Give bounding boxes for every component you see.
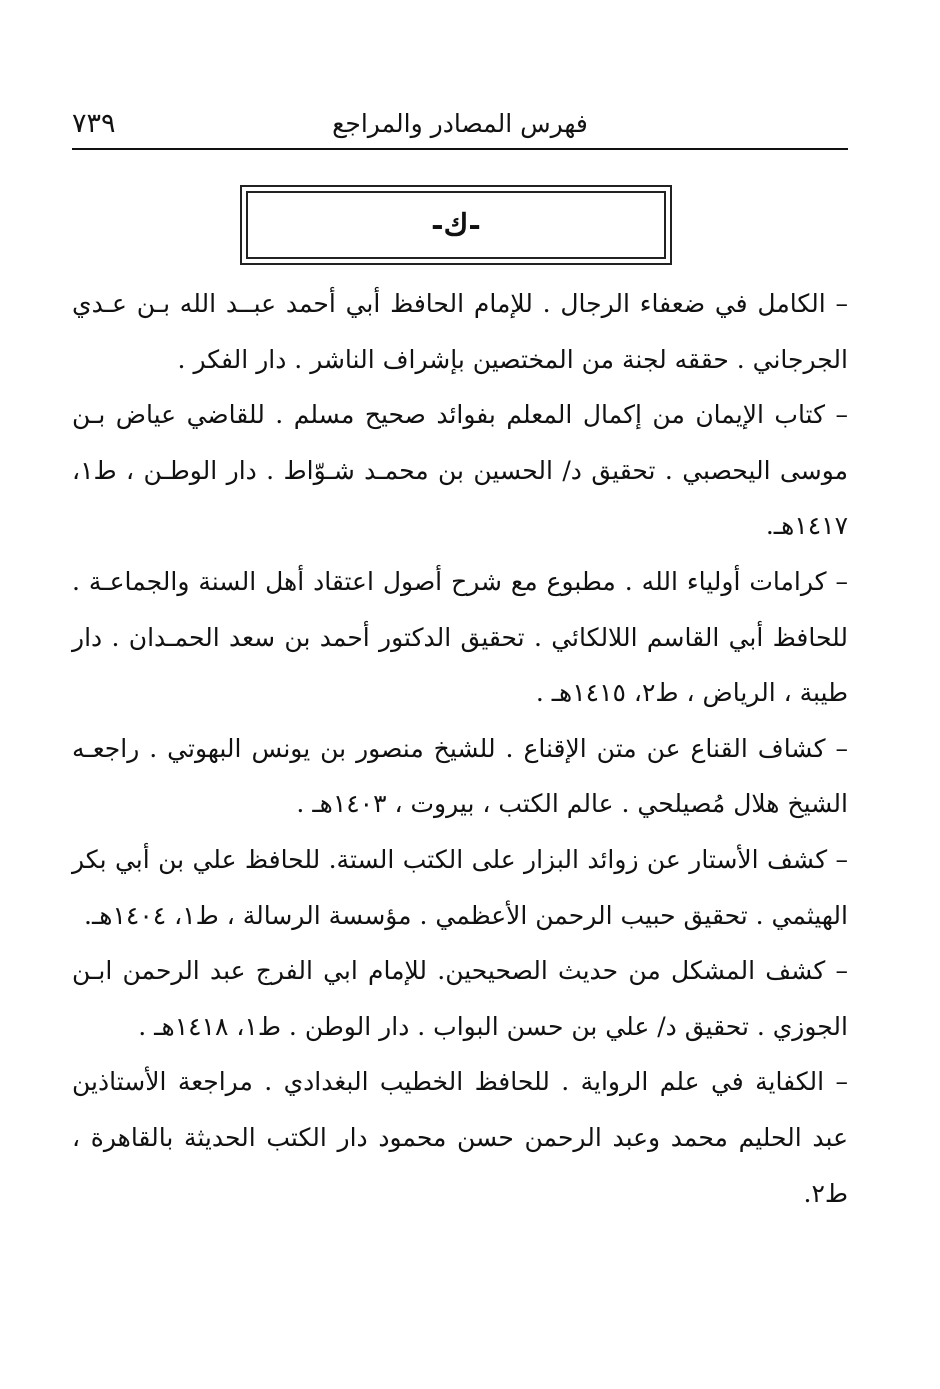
header-rule [72,148,848,150]
bibliography-entry: – كرامات أولياء الله . مطبوع مع شرح أصول اعتقاد أهل السنة والجماعـة . للحافظ أبي القاسم اللالكائي . تحقيق الدكتور أحمد بن سعد الحمـدان . دار طيبة ، الرياض ، ط٢، ١٤١٥هـ . [72,566,848,708]
running-title: فهرس المصادر والمراجع [332,109,588,138]
bibliography-entry: – الكامل في ضعفاء الرجال . للإمام الحافظ أبي أحمد عبــد الله بـن عـدي الجرجاني . حققه لجنة من المختصين بإشراف الناشر . دار الفكر . [72,289,848,374]
section-letter-heading: -ك- [431,207,481,243]
bibliography-entry: – كشف الأستار عن زوائد البزار على الكتب الستة. للحافظ علي بن أبي بكر الهيثمي . تحقيق حبيب الرحمن الأعظمي . مؤسسة الرسالة ، ط١، ١٤٠٤هـ. [72,844,848,930]
bibliography-entry: – كشاف القناع عن متن الإقناع . للشيخ منصور بن يونس البهوتي . راجعـه الشيخ هلال مُصيلحي . عالم الكتب ، بيروت ، ١٤٠٣هـ . [72,733,848,819]
bibliography-entries [72,276,848,1221]
bibliography-entry: – كتاب الإيمان من إكمال المعلم بفوائد صحيح مسلم . للقاضي عياض بـن موسى اليحصبي . تحقيق د/ الحسين بن محمـد شـوّاط . دار الوطـن ، ط١، ١٤١٧هـ. [72,400,848,541]
bibliography-entry: – الكفاية في علم الرواية . للحافظ الخطيب البغدادي . مراجعة الأستاذين عبد الحليم محمد وعبد الرحمن حسن محمود دار الكتب الحديثة بالقاهرة ، ط٢. [72,1067,848,1208]
section-letter-box [240,185,672,265]
page-header [72,108,848,150]
section-letter-box-inner [246,191,666,259]
bibliography-entry: – كشف المشكل من حديث الصحيحين. للإمام ابي الفرج عبد الرحمن ابـن الجوزي . تحقيق د/ علي بن حسن البواب . دار الوطن . ط١، ١٤١٨هـ . [72,956,848,1041]
page-number: ٧٣٩ [72,108,116,139]
